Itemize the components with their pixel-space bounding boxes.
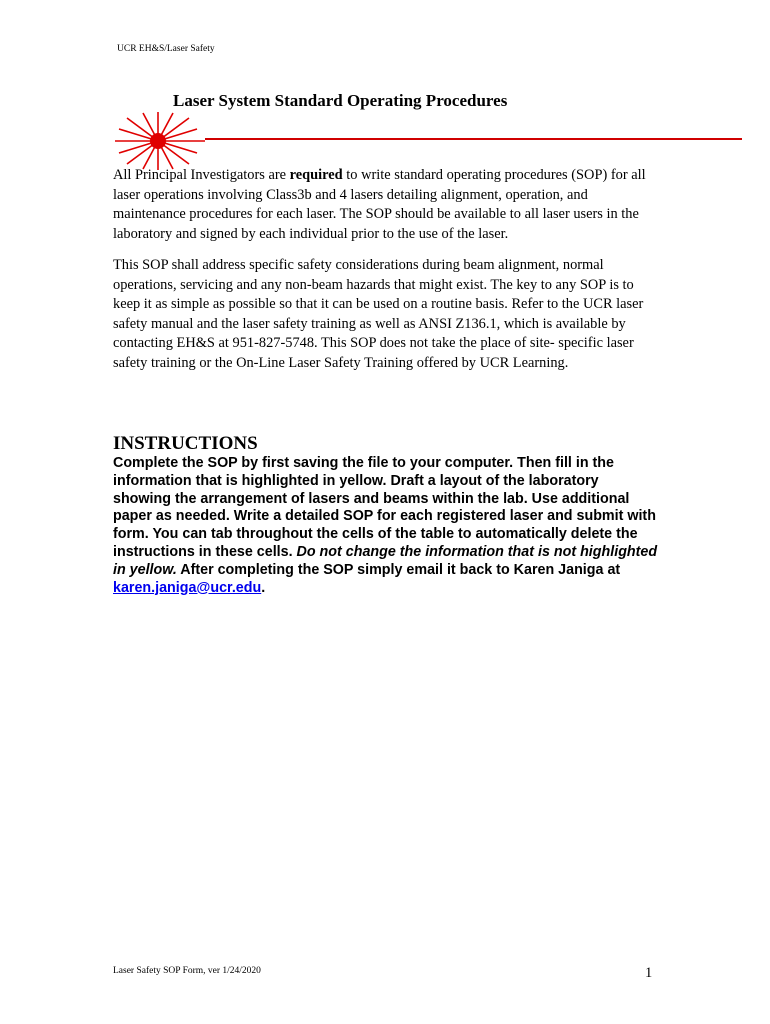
intro-paragraph-1 <box>113 166 658 244</box>
intro-paragraph-2: This SOP shall address specific safety considerations during beam alignment, normal operations, servicing and any non-beam hazards that might exist. The key to any SOP is to keep it as simple as possible so that it can be used on a routine basis. Refer to the UCR laser safety manual and the laser safety training as well as ANSI Z136.1, which is available by contacting EH&S at 951-827-5748. This SOP does not take the place of site- specific laser safety training or the On-Line Laser Safety Training offered by UCR Learning. <box>113 257 644 371</box>
title-rule <box>205 138 742 140</box>
instructions-italic-note: Do not change the information that is not highlighted in yellow. <box>113 543 658 578</box>
email-link[interactable]: karen.janiga@ucr.edu <box>113 579 262 596</box>
intro-p1-start: All Principal Investigators are <box>113 167 290 183</box>
intro-p1-end: to write standard operating procedures (SOP) for all laser operations involving Class3b and 4 lasers detailing alignment, operation, and maintenance procedures for each laser. The SOP should be available to all laser users in the laboratory and signed by each individual prior to the use of the laser. <box>113 167 646 242</box>
page-header: UCR EH&S/Laser Safety <box>117 44 215 54</box>
page-number: 1 <box>645 965 653 981</box>
instructions-after: After completing the SOP simply email it back to Karen Janiga at <box>176 561 621 578</box>
instructions-body: Complete the SOP by first saving the file to your computer. Then fill in the information that is highlighted in yellow. Draft a layout of the laboratory showing the arrangement of lasers and beams within the lab. Use additional paper as needed. Write a detailed SOP for each registered laser and submit with form. You can tab throughout the cells of the table to automatically delete the instructions in these cells. <box>113 455 656 560</box>
page-title: Laser System Standard Operating Procedures <box>173 91 508 110</box>
laser-burst-icon <box>113 110 213 172</box>
footer-form-version: Laser Safety SOP Form, ver 1/24/2020 <box>113 966 261 976</box>
instructions-heading: INSTRUCTIONS <box>113 433 258 454</box>
instructions-end: . <box>261 579 266 596</box>
instructions-text <box>113 455 658 597</box>
intro-p1-bold: required <box>289 167 343 183</box>
